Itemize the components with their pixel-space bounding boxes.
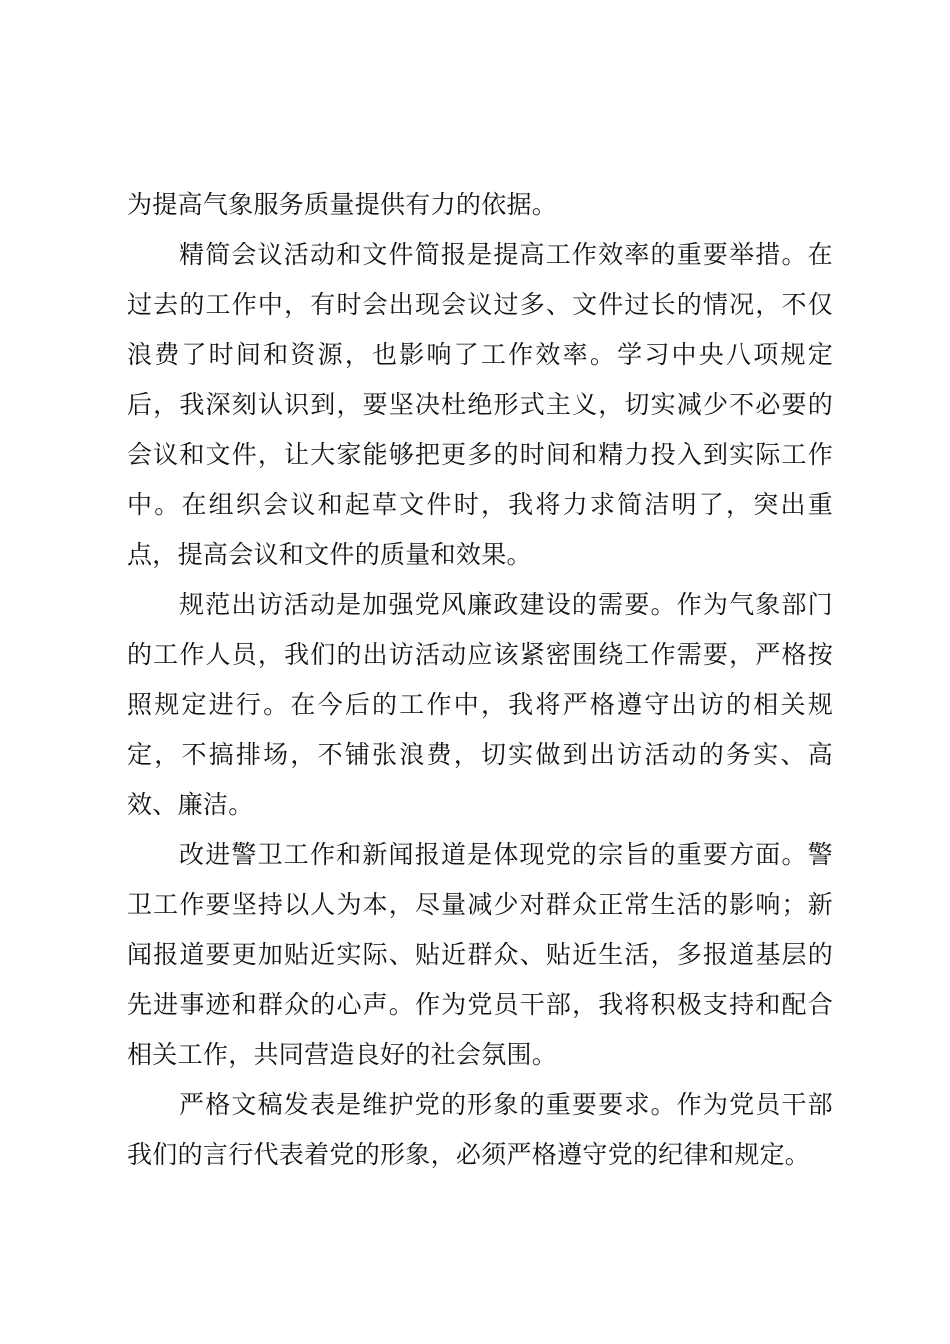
- paragraph-4: 改进警卫工作和新闻报道是体现党的宗旨的重要方面。警卫工作要坚持以人为本，尽量减少对群众正常生活的影响；新闻报道要更加贴近实际、贴近群众、贴近生活，多报道基层的先进事迹和群众的心声。作为党员干部，我将积极支持和配合相关工作，共同营造良好的社会氛围。: [127, 840, 833, 1069]
- body-text: [127, 180, 833, 1180]
- paragraph-1: 为提高气象服务质量提供有力的依据。: [127, 190, 558, 219]
- paragraph-3: 规范出访活动是加强党风廉政建设的需要。作为气象部门的工作人员，我们的出访活动应该紧密围绕工作需要，严格按照规定进行。在今后的工作中，我将严格遵守出访的相关规定，不搞排场，不铺张浪费，切实做到出访活动的务实、高效、廉洁。: [127, 590, 833, 819]
- paragraph-5: 严格文稿发表是维护党的形象的重要要求。作为党员干部我们的言行代表着党的形象，必须严格遵守党的纪律和规定。: [127, 1090, 833, 1169]
- paragraph-2: 精简会议活动和文件简报是提高工作效率的重要举措。在过去的工作中，有时会出现会议过多、文件过长的情况，不仅浪费了时间和资源，也影响了工作效率。学习中央八项规定后，我深刻认识到，要坚决杜绝形式主义，切实减少不必要的会议和文件，让大家能够把更多的时间和精力投入到实际工作中。在组织会议和起草文件时，我将力求简洁明了，突出重点，提高会议和文件的质量和效果。: [127, 240, 833, 569]
